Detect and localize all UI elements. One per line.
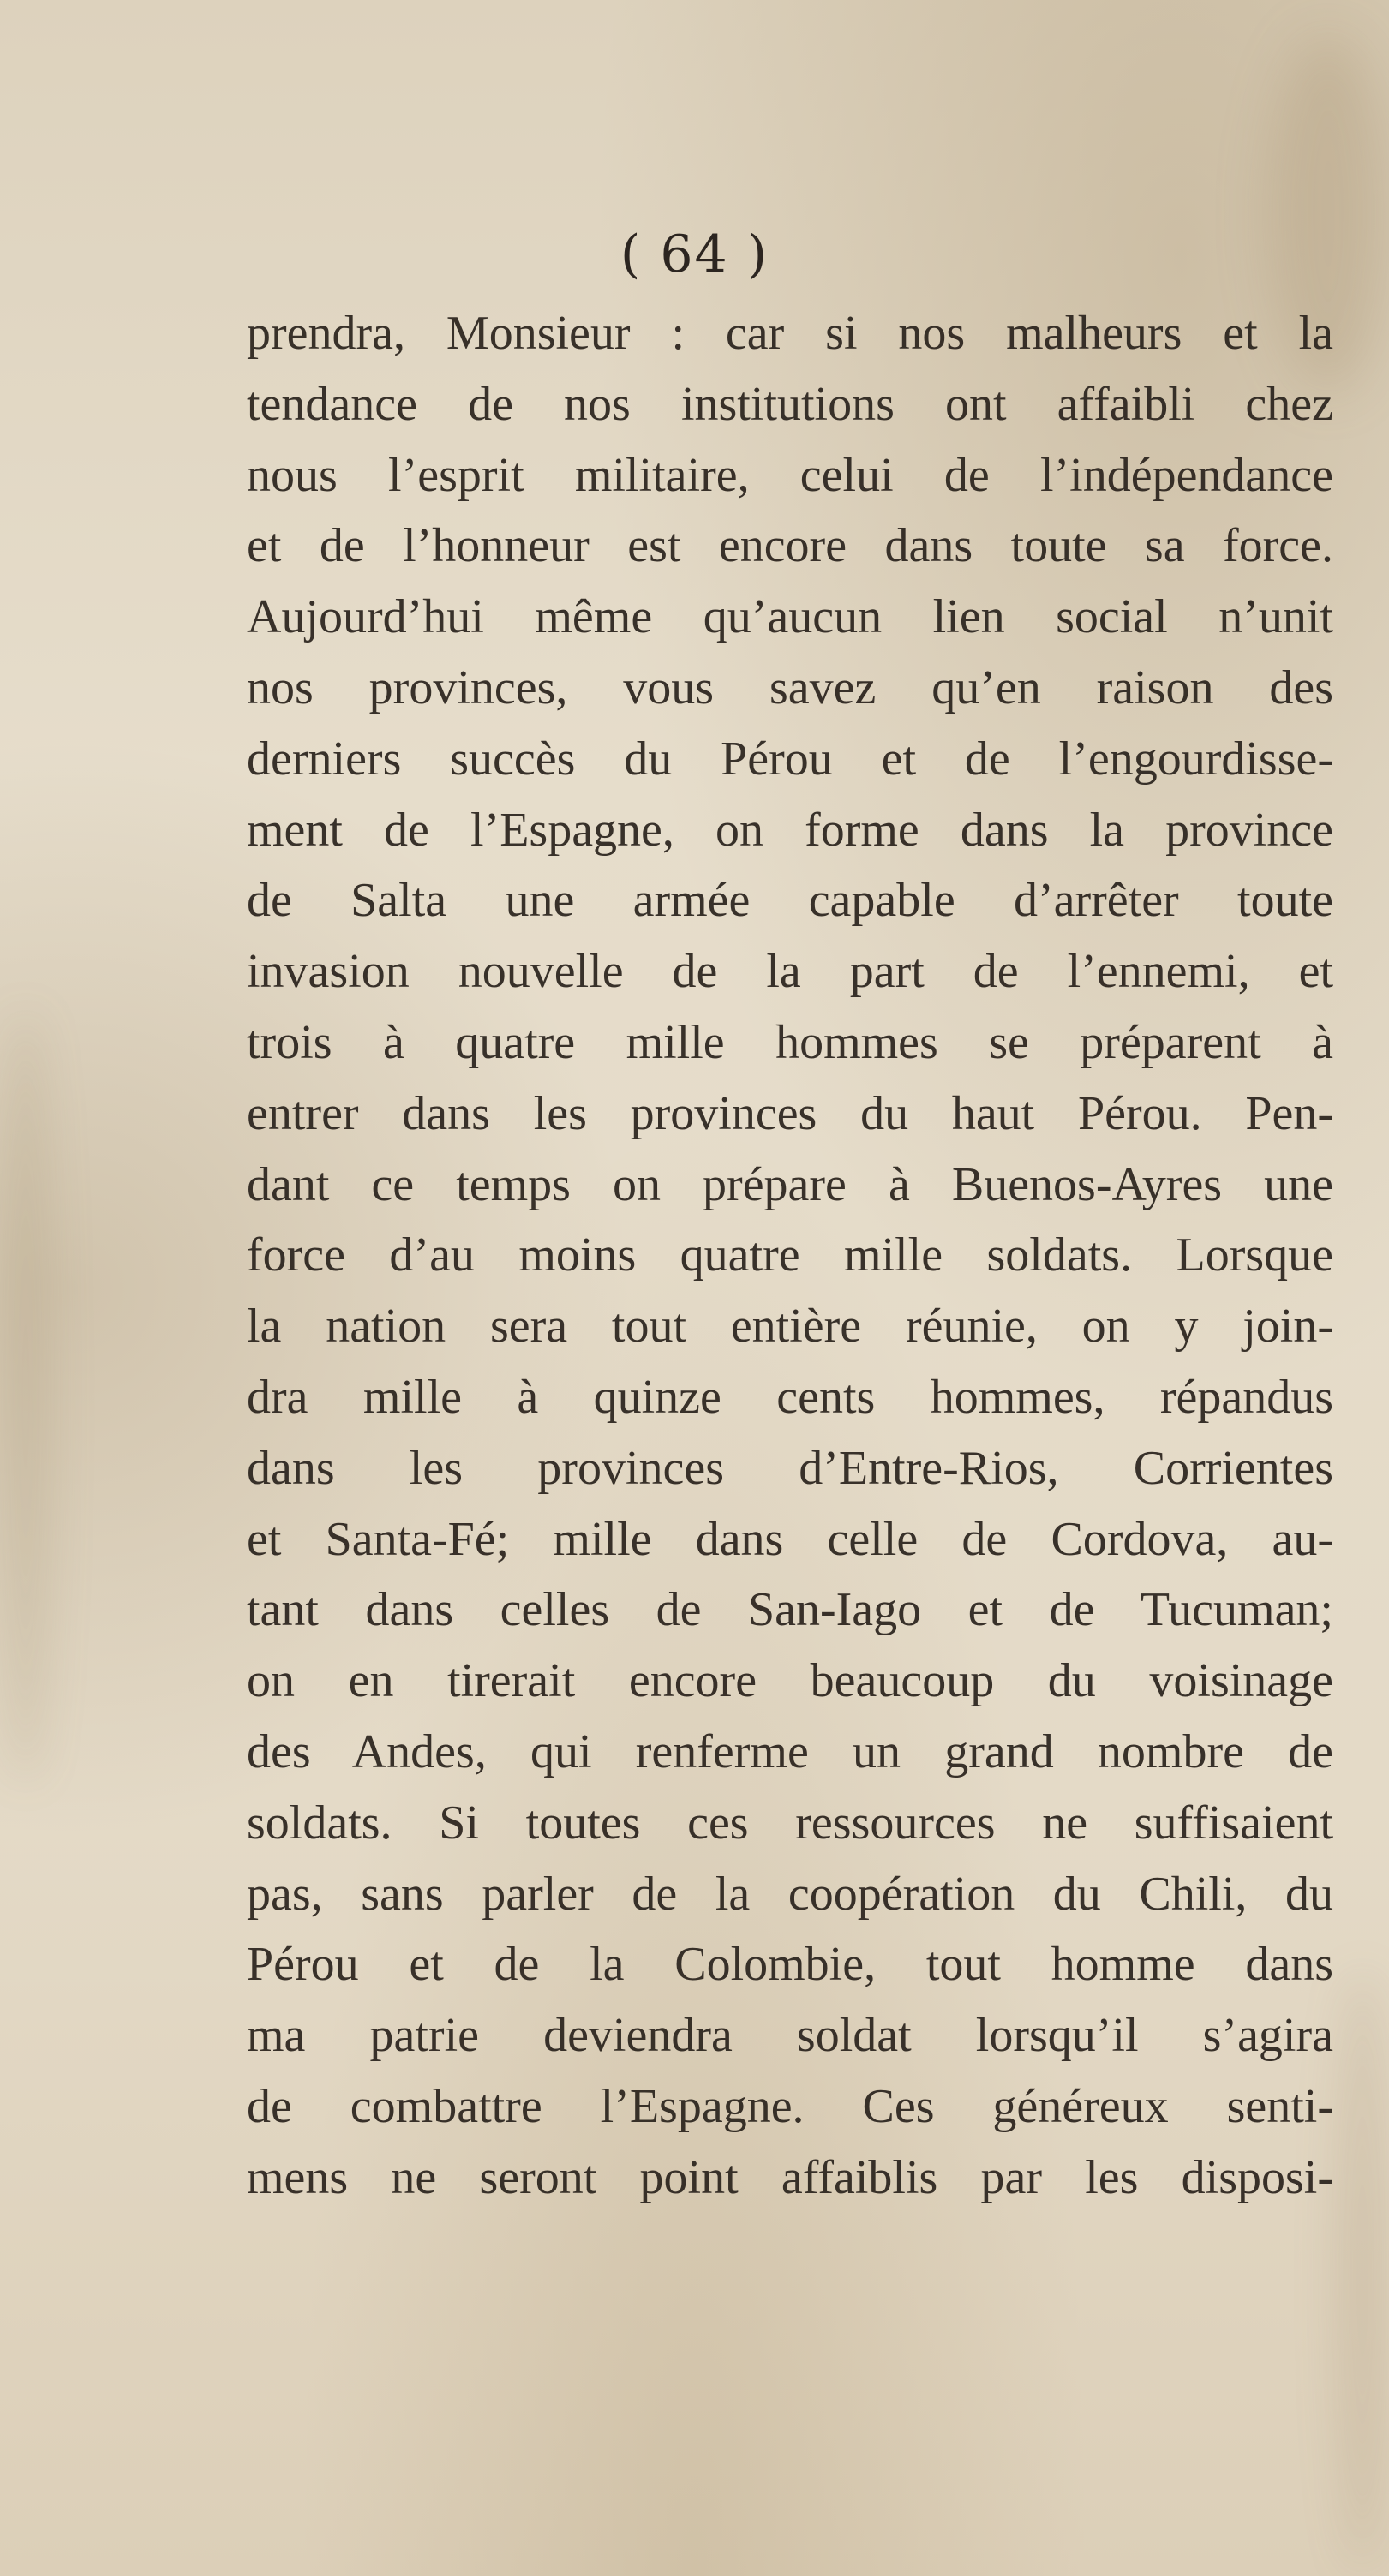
text-line: trois à quatre mille hommes se préparent à <box>247 1015 1333 1069</box>
text-line: la nation sera tout entière réunie, on y join- <box>247 1300 1333 1354</box>
text-line: ma patrie deviendra soldat lorsqu’il s’agira <box>247 2009 1333 2063</box>
text-line: pas, sans parler de la coopération du Chili, du <box>247 1867 1333 1921</box>
text-line: soldats. Si toutes ces ressources ne suffisaient <box>247 1796 1333 1850</box>
text-line: prendra, Monsieur : car si nos malheurs et la <box>247 307 1333 360</box>
paper-stain <box>0 1011 51 1782</box>
text-line: des Andes, qui renferme un grand nombre de <box>247 1724 1333 1778</box>
text-line: nos provinces, vous savez qu’en raison des <box>247 660 1333 714</box>
text-line: de Salta une armée capable d’arrêter toute <box>247 874 1333 928</box>
text-line: et Santa-Fé; mille dans celle de Cordova, au- <box>247 1512 1333 1566</box>
text-line: de combattre l’Espagne. Ces généreux senti- <box>247 2079 1333 2133</box>
text-line: Aujourd’hui même qu’aucun lien social n’unit <box>247 590 1333 644</box>
page-number: ( 64 ) <box>620 224 769 284</box>
text-line: dra mille à quinze cents hommes, répandus <box>247 1370 1333 1424</box>
text-line: tendance de nos institutions ont affaibli chez <box>247 377 1333 431</box>
text-line: force d’au moins quatre mille soldats. Lorsque <box>247 1228 1333 1282</box>
text-line: invasion nouvelle de la part de l’ennemi, et <box>247 945 1333 999</box>
text-line: on en tirerait encore beaucoup du voisinage <box>247 1654 1333 1708</box>
text-line: dans les provinces d’Entre-Rios, Corrientes <box>247 1441 1333 1495</box>
text-line: ment de l’Espagne, on forme dans la province <box>247 803 1333 857</box>
paper-stain <box>1337 1970 1388 2570</box>
text-line: et de l’honneur est encore dans toute sa force. <box>247 519 1333 573</box>
text-line: Pérou et de la Colombie, tout homme dans <box>247 1938 1333 1992</box>
text-line: mens ne seront point affaiblis par les disposi- <box>247 2150 1333 2204</box>
text-line: nous l’esprit militaire, celui de l’indépendance <box>247 448 1333 502</box>
body-text <box>247 298 1333 2214</box>
text-line: tant dans celles de San-Iago et de Tucuman; <box>247 1583 1333 1637</box>
text-line: dant ce temps on prépare à Buenos-Ayres une <box>247 1157 1333 1211</box>
text-line: derniers succès du Pérou et de l’engourdisse- <box>247 732 1333 786</box>
text-line: entrer dans les provinces du haut Pérou. Pen- <box>247 1086 1333 1140</box>
